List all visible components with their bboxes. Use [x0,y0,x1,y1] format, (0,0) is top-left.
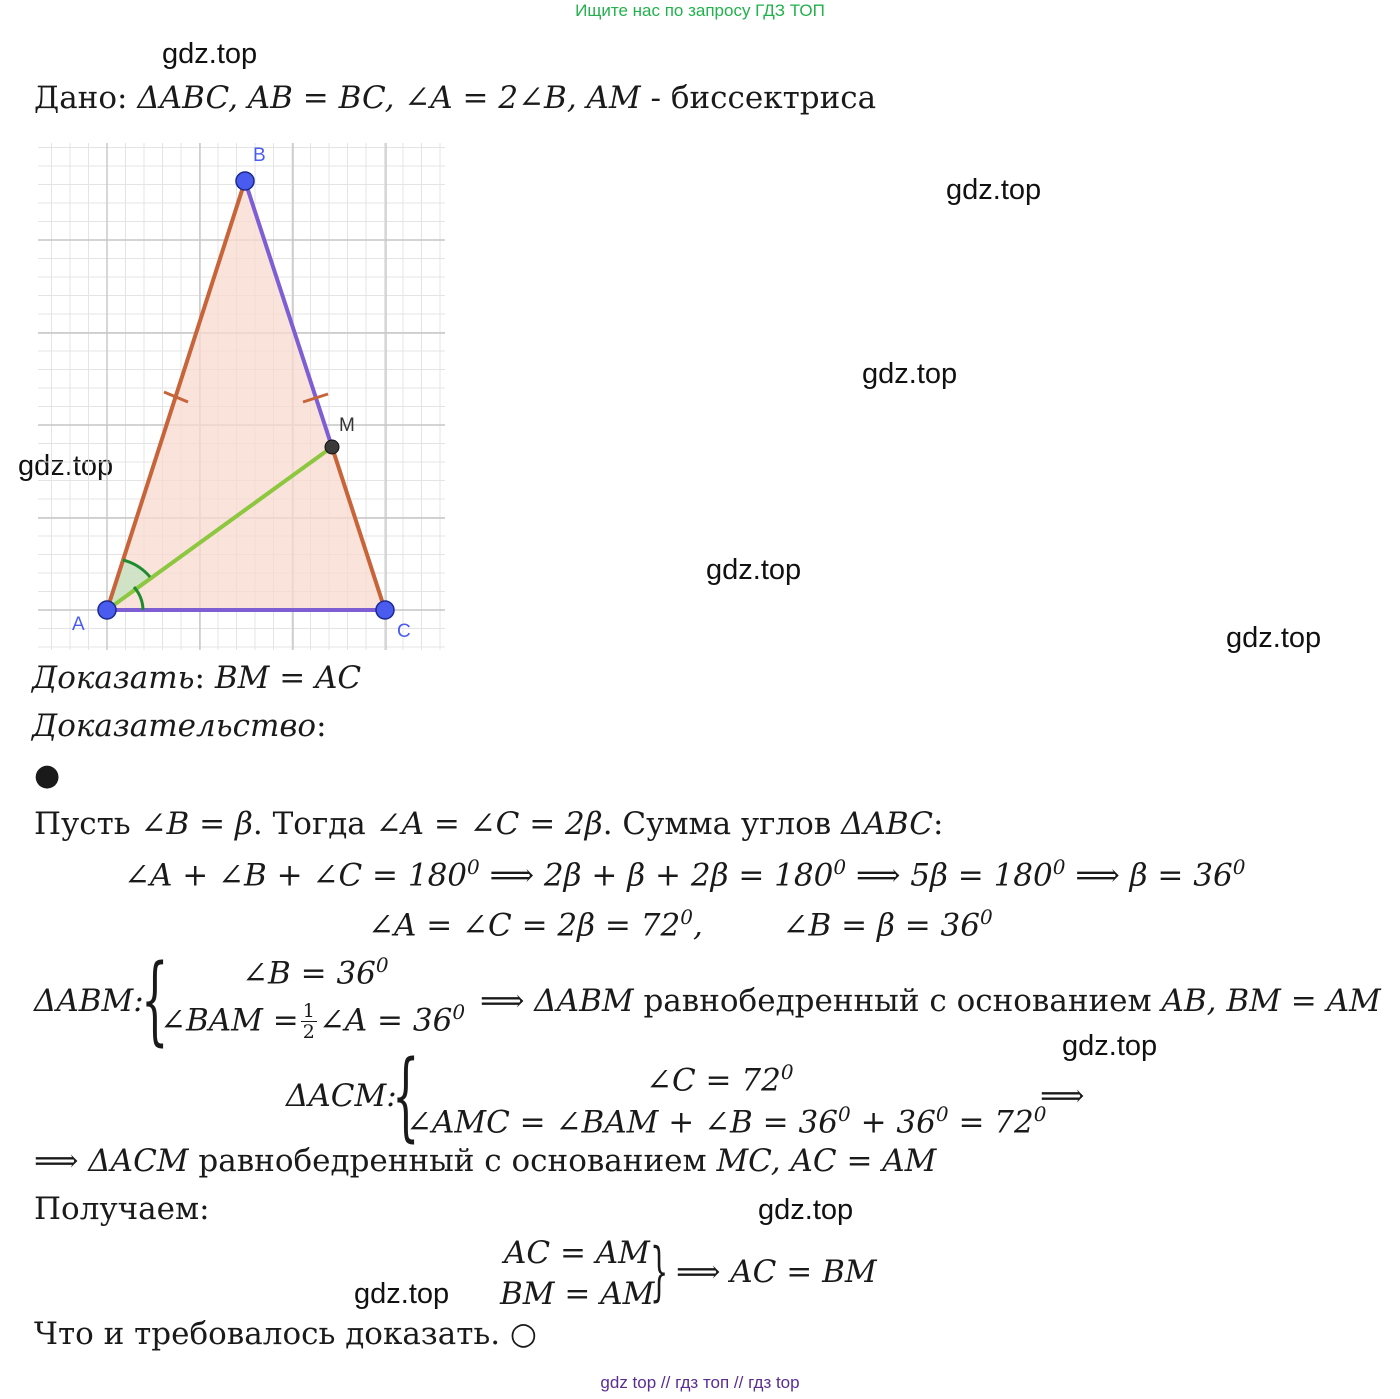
label-c: C [397,621,411,642]
degree: 0 [375,953,389,977]
abm-concl-c: AB, BM = AM [1161,983,1381,1019]
acm-r1: ∠C = 72 [646,1062,781,1099]
prove-math: BM = AC [214,660,362,696]
abm-r2a: ∠BAM = [160,1002,299,1039]
acm-r2-b: + 36 [860,1104,936,1141]
proof-heading: Доказательство: [32,708,327,744]
acm-r2: ∠AMC = ∠BAM + ∠B = 36 [406,1104,838,1141]
s1-d: . Сумма углов [602,806,832,842]
acm-arrow: ⟹ [1040,1078,1085,1114]
abm-row-1 [242,953,389,991]
s1-f: : [932,806,944,842]
step-3: ∠A = ∠C = $2\beta = 72^0$, ∠B = $\beta = 36^0$ [368,905,993,944]
acm-row-1 [646,1060,794,1098]
degree: 0 [837,1102,851,1126]
degree: 0 [1033,1102,1047,1126]
watermark: gdz.top [706,554,802,586]
point-a [98,601,116,619]
given-label: Дано: [34,80,128,116]
degree: 0 [780,1060,794,1084]
frac-num: 1 [302,1000,315,1023]
point-m [325,440,339,454]
s1-a: ∠B = β [140,806,253,842]
s2-c: ⟹ 5β = 180 [855,857,1053,894]
s3-b: ∠B = β = 36 [782,907,981,944]
watermark: gdz.top [1062,1030,1158,1062]
acm-brace: { [392,1040,420,1152]
abm-label: ΔABM: [34,983,144,1019]
s2-d: ⟹ β = 36 [1075,857,1233,894]
get-line: Получаем: [34,1191,210,1227]
label-m: M [339,415,355,436]
acm-row-2 [406,1102,1046,1140]
acm-r2-c: = 72 [958,1104,1034,1141]
watermark: gdz.top [18,450,114,482]
s1-intro: Пусть [34,806,131,842]
abm-r1: ∠B = 36 [242,955,376,992]
final-row-1: AC = AM [504,1235,650,1271]
footer: gdz top // гдз топ // гдз top [600,1373,800,1392]
s1-c: ∠A = ∠C = 2β [375,806,603,842]
abm-brace: { [141,944,169,1056]
given-suffix: - биссектриса [650,80,877,116]
step-1 [34,806,943,842]
acm-concl-a: ⟹ ΔACM [34,1143,189,1179]
s2-b: ⟹ 2β + β + 2β = 180 [489,857,834,894]
acm-label: ΔACM: [286,1078,397,1114]
given-math: ΔABC, AB = BC, ∠A = 2∠B, AM [137,80,641,116]
point-b [236,172,254,190]
degree: 0 [1052,855,1066,879]
degree: 0 [467,855,480,879]
s3-a: ∠A = ∠C = 2β = 72 [368,907,681,944]
step-2 [124,855,1245,893]
watermark: gdz.top [862,358,958,390]
qed: Что и требовалось доказать. ○ [34,1316,537,1352]
s2-a: ∠A + ∠B + ∠C = 180 [124,857,468,894]
watermark: gdz.top [1226,622,1322,654]
watermark: gdz.top [758,1194,854,1226]
degree: 0 [833,855,847,879]
degree: 0 [1232,855,1246,879]
degree: 0 [935,1102,949,1126]
degree: 0 [980,905,993,929]
label-b: B [253,145,266,166]
abm-r2b: ∠A = 36 [318,1002,453,1039]
prove-line: Доказать: BM = AC [32,660,362,696]
final-conclusion: ⟹ AC = BM [676,1254,877,1290]
proof-heading-text: Доказательство [32,708,317,744]
frac-den: 2 [302,1021,315,1044]
final-row-2: BM = AM [500,1276,655,1312]
s1-e: ΔABC [841,806,933,842]
degree: 0 [452,1000,466,1024]
watermark: gdz.top [946,174,1042,206]
watermark: gdz.top [162,38,258,70]
degree: 0 [680,905,693,929]
abm-row-2 [160,1000,465,1042]
abm-conclusion [480,983,1381,1019]
prove-label: Доказать [32,660,195,696]
bullet: ● [34,758,61,793]
final-brace: } [650,1235,669,1309]
triangle-fill [107,181,385,610]
acm-concl-b: равнобедренный с основанием [198,1143,707,1179]
abm-concl-a: ⟹ ΔABM [480,983,634,1019]
abm-concl-b: равнобедренный с основанием [643,983,1152,1019]
fraction-half [301,1001,317,1042]
acm-concl-c: MC, AC = AM [716,1143,937,1179]
s1-b: . Тогда [252,806,366,842]
label-a: A [72,614,85,635]
triangle-figure [0,0,460,660]
top-banner: Ищите нас по запросу ГДЗ ТОП [575,1,825,20]
acm-conclusion [34,1143,936,1179]
watermark: gdz.top [354,1278,450,1310]
point-c [376,601,394,619]
